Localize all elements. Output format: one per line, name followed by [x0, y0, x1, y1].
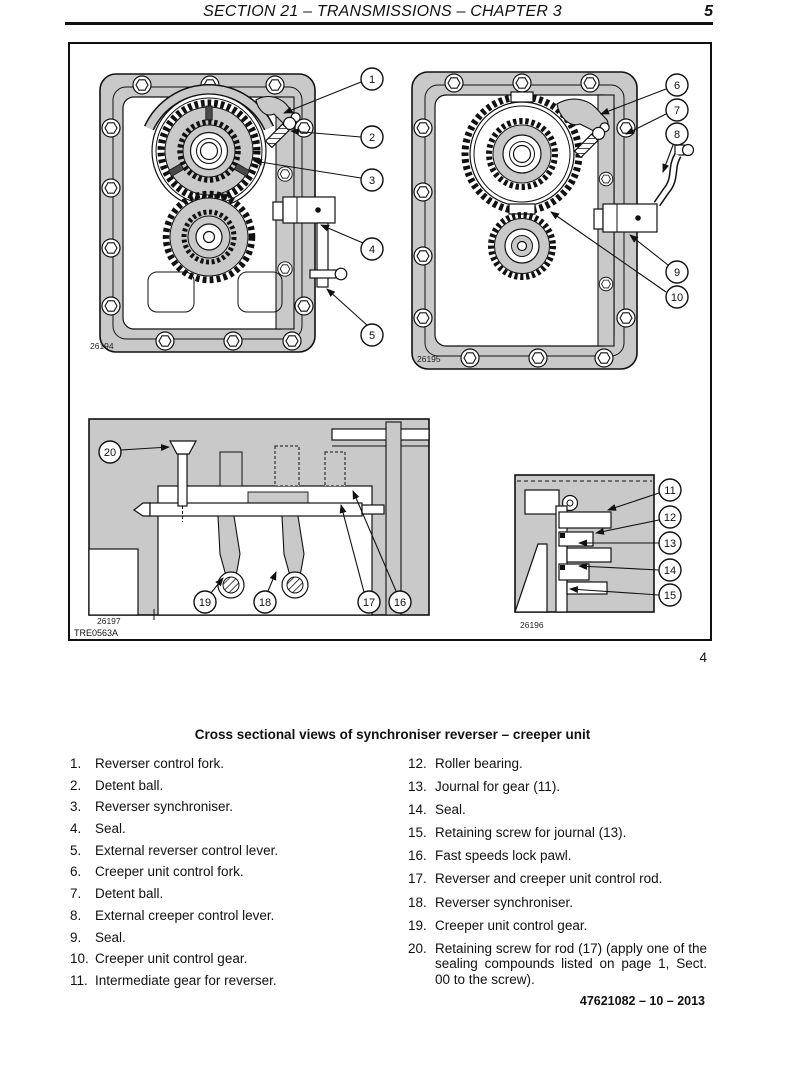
- synchro-key: [206, 106, 212, 120]
- svg-text:11: 11: [664, 485, 676, 497]
- view-26194-housing-front: [90, 68, 383, 352]
- svg-text:3: 3: [368, 175, 376, 187]
- screw-dot: [315, 207, 321, 213]
- svg-text:8: 8: [673, 129, 681, 141]
- page-number: 5: [704, 3, 713, 20]
- callout-5: [361, 324, 383, 346]
- legend-item-number: 16.: [408, 848, 427, 864]
- legend-item-text: Retaining screw for journal (13).: [435, 825, 627, 841]
- callout-10: [666, 286, 688, 308]
- legend-item: [408, 802, 707, 818]
- image-id-label: 26194: [90, 341, 114, 351]
- callout-11: [659, 479, 681, 501]
- legend-item-number: 2.: [70, 777, 82, 793]
- legend-item: [408, 871, 707, 887]
- figure-number: 4: [699, 650, 707, 665]
- svg-text:9: 9: [673, 267, 681, 279]
- svg-text:10: 10: [670, 292, 684, 304]
- legend-item-text: Seal.: [95, 821, 126, 837]
- legend-item: [70, 930, 400, 946]
- legend-item: [408, 918, 707, 934]
- legend-item-number: 4.: [70, 821, 82, 837]
- svg-text:16: 16: [393, 597, 407, 609]
- legend-item: [408, 825, 707, 841]
- callout-12: [659, 506, 681, 528]
- legend-item-text: Journal for gear (11).: [435, 779, 561, 795]
- legend-item: [70, 951, 400, 967]
- svg-text:15: 15: [663, 590, 677, 602]
- figure-drawings: [70, 44, 710, 639]
- svg-text:4: 4: [368, 244, 376, 256]
- legend-item: [70, 886, 400, 902]
- cavity: [89, 549, 138, 615]
- legend-item-text: Seal.: [435, 802, 466, 818]
- view-26197-section: [74, 419, 429, 638]
- reverser-synchroniser-gear: [152, 94, 266, 208]
- legend-item: [408, 895, 707, 911]
- legend-item: [70, 843, 400, 859]
- svg-text:19: 19: [198, 597, 212, 609]
- callout-17: [358, 591, 380, 613]
- legend-item: [408, 756, 707, 772]
- lever-ball: [335, 268, 347, 280]
- figure-box: [68, 42, 712, 641]
- svg-text:20: 20: [103, 447, 117, 459]
- seal-collar: [594, 209, 603, 229]
- legend-item: [408, 779, 707, 795]
- callout-7: [666, 99, 688, 121]
- legend-item-number: 9.: [70, 929, 82, 945]
- image-id-label: 26197: [97, 616, 121, 626]
- legend-item-text: Roller bearing.: [435, 756, 523, 771]
- image-id-label: 26195: [417, 354, 441, 364]
- legend-item: [70, 799, 400, 815]
- hub-section: [248, 492, 308, 503]
- legend-item-text: Retaining screw for rod (17) (apply one of the sealing compounds listed on page 1, Sect. 00 to the screw).: [435, 940, 707, 987]
- legend-item-text: Reverser synchroniser.: [435, 894, 574, 910]
- view-26196-detail-section: [515, 475, 681, 630]
- callout-19: [194, 591, 216, 613]
- callout-2: [361, 126, 383, 148]
- seal-block: [603, 204, 657, 232]
- legend-item: [70, 864, 400, 880]
- legend-item-number: 7.: [70, 886, 82, 902]
- legend-item: [408, 848, 707, 864]
- legend-item-number: 13.: [408, 779, 427, 795]
- svg-text:14: 14: [663, 565, 677, 577]
- callout-18: [254, 591, 276, 613]
- svg-text:2: 2: [368, 132, 376, 144]
- figure-caption: Cross sectional views of synchroniser reverser – creeper unit: [194, 727, 591, 742]
- callout-13: [659, 532, 681, 554]
- callout-14: [659, 559, 681, 581]
- legend-item-number: 15.: [408, 825, 427, 841]
- callout-9: [666, 261, 688, 283]
- callout-1: [361, 68, 383, 90]
- legend-item-number: 17.: [408, 871, 427, 887]
- legend-column-right: [408, 756, 707, 995]
- legend-item-text: Reverser synchroniser.: [95, 799, 234, 815]
- legend-item-text: Intermediate gear for reverser.: [95, 972, 277, 988]
- synchro-slot: [509, 204, 535, 214]
- stud: [220, 452, 242, 486]
- header-title: SECTION 21 – TRANSMISSIONS – CHAPTER 3: [203, 3, 562, 20]
- legend-item-text: Reverser and creeper unit control rod.: [435, 871, 663, 887]
- legend-item-text: Fast speeds lock pawl.: [435, 848, 572, 864]
- legend-item-text: Detent ball.: [95, 886, 164, 902]
- callout-15: [659, 584, 681, 606]
- callout-8: [666, 123, 688, 145]
- legend-item: [408, 941, 707, 988]
- svg-text:13: 13: [663, 538, 677, 550]
- legend-item-text: Creeper unit control gear.: [95, 951, 248, 967]
- svg-text:5: 5: [368, 330, 376, 342]
- legend-item-text: External creeper control lever.: [95, 907, 275, 923]
- screw-step: [567, 582, 607, 594]
- legend-item-number: 8.: [70, 907, 82, 923]
- svg-text:12: 12: [663, 512, 677, 524]
- legend-item-text: External reverser control lever.: [95, 842, 279, 858]
- legend-item-number: 6.: [70, 864, 82, 880]
- seal-section: [560, 565, 565, 570]
- footer-document-code: 47621082 – 10 – 2013: [579, 994, 705, 1008]
- svg-text:17: 17: [362, 597, 376, 609]
- stud: [275, 446, 299, 486]
- external-creeper-lever: [657, 145, 694, 205]
- svg-text:6: 6: [673, 80, 681, 92]
- stud: [325, 452, 345, 486]
- callout-6: [666, 74, 688, 96]
- control-rod: [134, 503, 384, 516]
- view-26195-housing-front: [412, 72, 694, 369]
- drawing-ref-label: TRE0563A: [74, 628, 119, 638]
- callout-20: [99, 441, 121, 463]
- lever-pin: [310, 270, 338, 278]
- svg-text:1: 1: [368, 74, 376, 86]
- legend-item-text: Creeper unit control fork.: [95, 864, 244, 880]
- legend-item-number: 10.: [70, 951, 89, 967]
- legend-item-text: Detent ball.: [95, 777, 164, 793]
- svg-text:7: 7: [673, 105, 681, 117]
- legend-item-number: 20.: [408, 940, 427, 956]
- callout-4: [361, 238, 383, 260]
- callout-16: [389, 591, 411, 613]
- legend-item-text: Creeper unit control gear.: [435, 917, 588, 933]
- legend-item-number: 19.: [408, 917, 427, 933]
- legend-item-number: 11.: [70, 972, 88, 988]
- screw-dot: [635, 215, 641, 221]
- legend-item: [70, 908, 400, 924]
- legend-column-left: [70, 756, 400, 995]
- svg-text:18: 18: [258, 597, 272, 609]
- bearing-housing: [525, 490, 559, 514]
- legend-item-number: 1.: [70, 756, 82, 771]
- legend-item: [70, 778, 400, 794]
- legend-item-text: Seal.: [95, 929, 126, 945]
- legend-item: [70, 821, 400, 837]
- legend-item-number: 5.: [70, 842, 82, 858]
- legend-item-text: Reverser control fork.: [95, 756, 225, 771]
- rail: [332, 429, 429, 440]
- legend-item: [70, 973, 400, 989]
- seal-collar: [273, 202, 283, 220]
- legend-item-number: 14.: [408, 802, 427, 818]
- legend-item-number: 12.: [408, 756, 427, 771]
- legend-item: [70, 756, 400, 772]
- callout-3: [361, 169, 383, 191]
- seal-block: [283, 197, 335, 223]
- header-rule: [65, 22, 713, 25]
- gear-hub-step: [559, 512, 611, 528]
- synchro-slot: [511, 92, 533, 102]
- image-id-label: 26196: [520, 620, 544, 630]
- journal-step: [567, 548, 611, 562]
- legend-item-number: 18.: [408, 894, 427, 910]
- legend-item-number: 3.: [70, 799, 82, 815]
- seal-section: [560, 533, 565, 538]
